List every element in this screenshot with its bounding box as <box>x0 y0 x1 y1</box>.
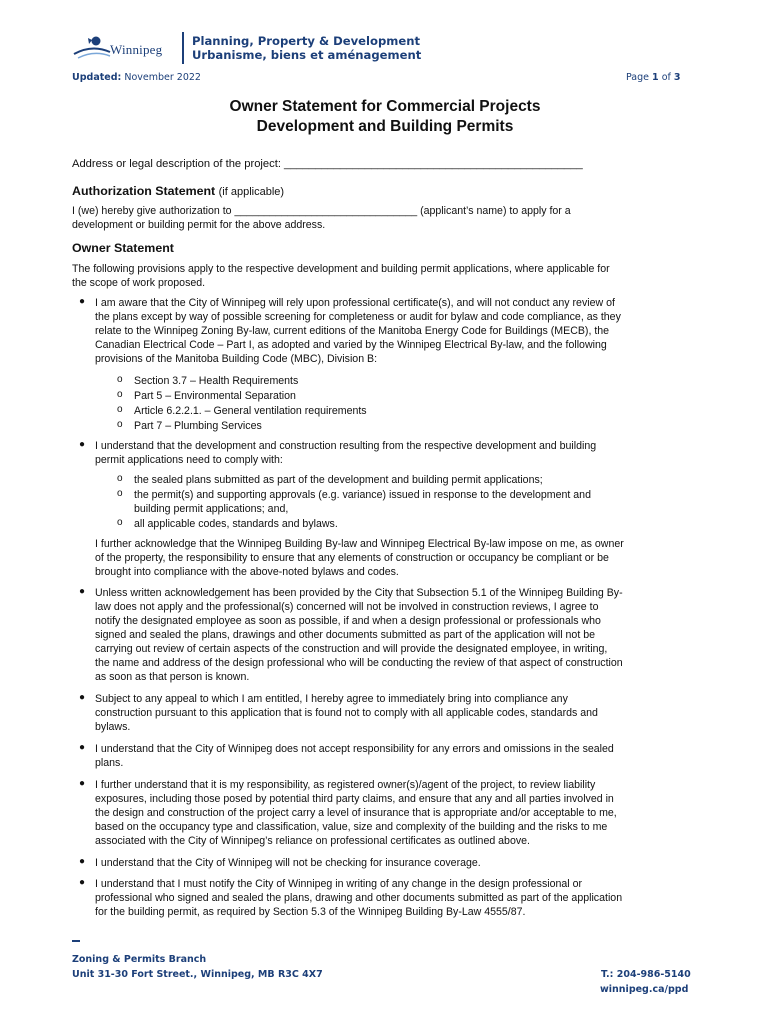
logo-wordmark: Winnipeg <box>110 42 163 57</box>
bullet-8-line-1: I understand that I must notify the City of Winnipeg in writing of any change in the design professional or <box>95 878 582 890</box>
bullet-6-line-5: associated with the City of Winnipeg’s reliance on professional certificates as outlined above. <box>95 835 530 847</box>
updated-value: November 2022 <box>124 72 201 83</box>
department-name <box>192 34 421 62</box>
footer-address: Unit 31-30 Fort Street., Winnipeg, MB R3C 4X7 <box>72 969 323 980</box>
bullet-8-line-2: professional who signed and sealed the plans, drawing and other documents submitted as part of the application <box>95 892 623 904</box>
footer-phone: T.: 204-986-5140 <box>601 969 691 980</box>
bullet-5-line-1: I understand that the City of Winnipeg does not accept responsibility for any errors and omissions in the sealed <box>95 743 614 755</box>
bullet-icon: ● <box>79 296 86 307</box>
b2-sub-item-2-line-1: the permit(s) and supporting approvals (e.g. variance) issued in response to the development and <box>134 489 591 501</box>
page-current: 1 <box>652 72 659 83</box>
sub-bullet-icon: o <box>117 473 123 484</box>
document-subtitle: Development and Building Permits <box>256 118 514 135</box>
authorization-heading-text: Authorization Statement <box>72 184 216 198</box>
bullet-6-line-4: based on the occupancy type and classification, value, size and complexity of the building and the risks to me <box>95 821 608 833</box>
b2-after-line-2: of the property, the responsibility to ensure that any elements of construction or occupancy be compliant or be <box>95 552 609 564</box>
sub-bullet-icon: o <box>117 488 123 499</box>
footer-branch: Zoning & Permits Branch <box>72 954 207 965</box>
bullet-6-line-2: exposures, including those posed by potential third party claims, and ensure that any and all parties involved in <box>95 793 614 805</box>
bullet-1-line-4: Canadian Electrical Code – Part I, as adopted and varied by the Winnipeg Electrical By-law, and the following <box>95 339 607 351</box>
sub-bullet-icon: o <box>117 374 123 385</box>
sub-bullet-icon: o <box>117 389 123 400</box>
b2-sub-item-2-line-2: building permit applications; and, <box>134 503 289 515</box>
page-total: 3 <box>673 72 681 83</box>
bullet-3-line-3: notify the designated employee as soon as possible, if and when a design professional or professionals who <box>95 615 601 627</box>
header-divider <box>182 32 184 64</box>
sub-bullet-icon: o <box>117 517 123 528</box>
footer-dash <box>72 940 80 942</box>
bullet-icon: ● <box>79 692 86 703</box>
b1-sub-item-4: Part 7 – Plumbing Services <box>134 420 262 432</box>
bullet-3-line-7: as soon as that person is known. <box>95 671 250 683</box>
bullet-icon: ● <box>79 586 86 597</box>
winnipeg-logo-icon <box>72 32 112 66</box>
bullet-6-line-1: I further understand that it is my responsibility, as registered owner(s)/agent of the project, to review liability <box>95 779 596 791</box>
bullet-1-line-3: relate to the Winnipeg Zoning By-law, current editions of the Manitoba Energy Code for Buildings (MECB), the <box>95 325 610 337</box>
updated-label: Updated: <box>72 72 122 83</box>
sub-bullet-icon: o <box>117 404 123 415</box>
bullet-4-line-2: construction pursuant to this application that is found not to comply with all applicable codes, standards and <box>95 707 598 719</box>
bullet-icon: ● <box>79 877 86 888</box>
authorization-line-2: development or building permit for the above address. <box>72 219 326 231</box>
b2-after-line-3: brought into compliance with the above-noted bylaws and codes. <box>95 566 399 578</box>
bullet-icon: ● <box>79 856 86 867</box>
page-number <box>626 72 681 83</box>
owner-intro-line-1: The following provisions apply to the respective development and building permit applications, where applicable for <box>72 263 610 275</box>
bullet-2-line-2: permit applications need to comply with: <box>95 454 283 466</box>
owner-intro-line-2: the scope of work proposed. <box>72 277 206 289</box>
footer-website-link[interactable]: winnipeg.ca/ppd <box>600 984 689 995</box>
address-field[interactable]: Address or legal description of the project: ________________________________________________ <box>72 158 583 170</box>
updated-date <box>72 72 201 83</box>
b2-sub-item-1: the sealed plans submitted as part of the development and building permit applications; <box>134 474 543 486</box>
bullet-icon: ● <box>79 742 86 753</box>
bullet-1-line-2: the plans except by way of possible screening for completeness or audit for bylaw and code compliance, as they <box>95 311 621 323</box>
department-name-fr: Urbanisme, biens et aménagement <box>192 48 422 62</box>
bullet-1-line-1: I am aware that the City of Winnipeg will rely upon professional certificate(s), and will not conduct any review of <box>95 297 615 309</box>
city-logo <box>72 32 180 66</box>
document-title: Owner Statement for Commercial Projects <box>229 98 541 115</box>
bullet-2-line-1: I understand that the development and construction resulting from the respective development and building <box>95 440 597 452</box>
b2-after-line-1: I further acknowledge that the Winnipeg Building By-law and Winnipeg Electrical By-law impose on me, as owner <box>95 538 624 550</box>
bullet-1-line-5: provisions of the Manitoba Building Code (MBC), Division B: <box>95 353 378 365</box>
department-name-en: Planning, Property & Development <box>192 34 420 48</box>
page-of: of <box>661 72 671 83</box>
authorization-heading-note: (if applicable) <box>218 186 285 198</box>
bullet-4-line-1: Subject to any appeal to which I am entitled, I hereby agree to immediately bring into compliance any <box>95 693 568 705</box>
authorization-line-1[interactable]: I (we) hereby give authorization to _______________________________ (applicant’s name) to apply for a <box>72 205 571 217</box>
bullet-3-line-1: Unless written acknowledgement has been provided by the City that Subsection 5.1 of the Winnipeg Building By- <box>95 587 623 599</box>
bullet-3-line-6: the name and address of the design professional who will be conducting the review of that aspect of construction <box>95 657 623 669</box>
bullet-3-line-4: signed and sealed the plans, drawings and other documents submitted as part of the application will not be <box>95 629 595 641</box>
b1-sub-item-3: Article 6.2.2.1. – General ventilation requirements <box>134 405 367 417</box>
bullet-icon: ● <box>79 439 86 450</box>
owner-statement-heading: Owner Statement <box>72 241 174 255</box>
sub-bullet-icon: o <box>117 419 123 430</box>
b2-sub-item-3: all applicable codes, standards and bylaws. <box>134 518 338 530</box>
bullet-4-line-3: bylaws. <box>95 721 131 733</box>
bullet-6-line-3: the design and construction of the project carry a level of insurance that is appropriate and/or acceptable to me, <box>95 807 617 819</box>
bullet-icon: ● <box>79 778 86 789</box>
b1-sub-item-2: Part 5 – Environmental Separation <box>134 390 296 402</box>
b1-sub-item-1: Section 3.7 – Health Requirements <box>134 375 299 387</box>
bullet-3-line-5: carrying out review of certain aspects of the construction and will provide the designated employee, in writing, <box>95 643 608 655</box>
bullet-7-line-1: I understand that the City of Winnipeg will not be checking for insurance coverage. <box>95 857 481 869</box>
authorization-heading <box>72 184 284 198</box>
page-header <box>72 30 712 70</box>
page-prefix: Page <box>626 72 649 83</box>
bullet-5-line-2: plans. <box>95 757 124 769</box>
bullet-8-line-3: for the building permit, as required by Section 5.3 of the Winnipeg Building By-Law 4555/87. <box>95 906 526 918</box>
bullet-3-line-2: law does not apply and the professional(s) concerned will not be involved in construction reviews, I agree to <box>95 601 599 613</box>
